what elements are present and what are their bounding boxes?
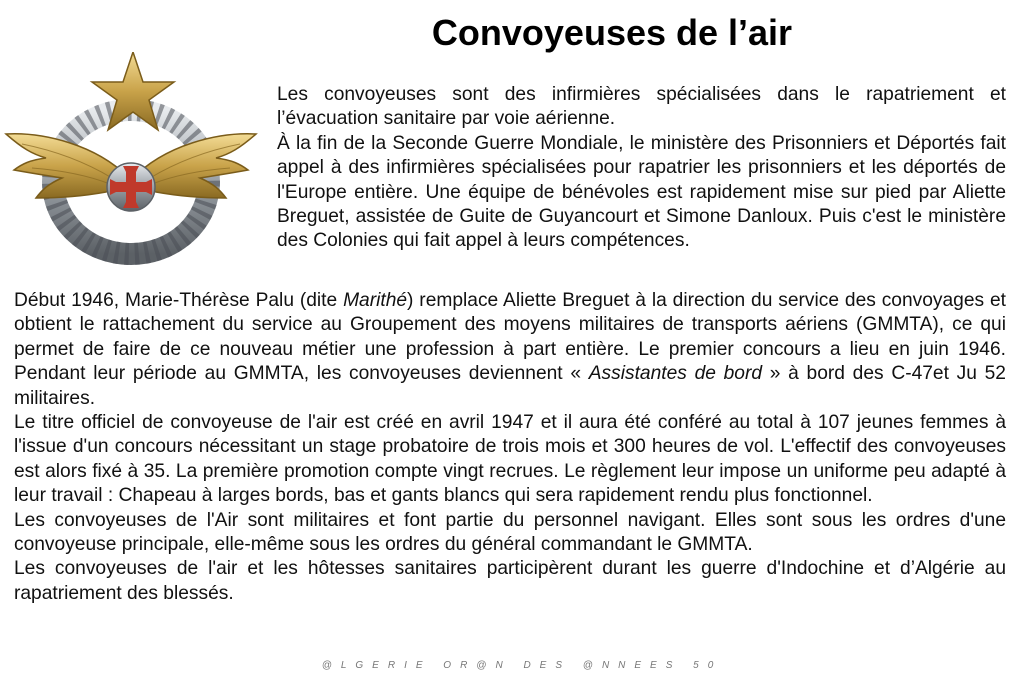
paragraph-definition: Les convoyeuses sont des infirmières spécialisées dans le rapatriement et l’évacuation sanitaire par voie aérienne. [277, 84, 1006, 130]
paragraph-1946-nickname: Marithé [343, 290, 408, 311]
paragraph-1946-c: ) remplace Aliette Breguet à la direction du service des convoyages et obtient le rattachement du service au Groupement des moyens militaires de transports aériens (GMMTA), ce qui permet de faire de ce nouveau métier une profession à part entière. Le premier concours a lieu en juin 1946. Pendant leur période au GMMTA, les convoyeuses deviennent « [14, 290, 1006, 385]
paragraph-1946-a: Début 1946, Marie-Thérèse Palu (dite [14, 290, 344, 311]
footer-watermark: @LGERIE OR@N DES @NNEES 50 [321, 660, 723, 671]
convoyeuse-wings-badge-icon [2, 52, 260, 277]
paragraph-military-status: Les convoyeuses de l'Air sont militaires et font partie du personnel navigant. Elles sont sous les ordres d'une convoyeuse principale, elle-même sous les ordres du général commandant le GMMTA. [14, 509, 1006, 556]
paragraph-1946 [14, 289, 1006, 411]
main-text [14, 289, 1006, 606]
paragraph-post-war: À la fin de la Seconde Guerre Mondiale, le ministère des Prisonniers et Déportés fait appel à des infirmières spécialisées pour rapatrier les prisonniers et les déportés de l'Europe entière. Une équipe de bénévoles est rapidement mise sur pied par Aliette Breguet, assistée de Guite de Guyancourt et Simone Danloux. Puis c'est le ministère des Colonies qui fait appel à leurs compétences. [277, 132, 1006, 252]
paragraph-1946-role: Assistantes de bord [588, 363, 763, 385]
paragraph-1946-e: » à bord des C-47et Ju 52 militaires. [14, 363, 1006, 409]
intro-text [277, 83, 1006, 254]
page-title: Convoyeuses de l’air [431, 12, 793, 53]
paragraph-wars: Les convoyeuses de l'air et les hôtesses sanitaires participèrent durant les guerre d'Indochine et d’Algérie au rapatriement des blessés. [14, 558, 1006, 604]
paragraph-official-title: Le titre officiel de convoyeuse de l'air est créé en avril 1947 et il aura été conféré au total à 107 jeunes femmes à l'issue d'un concours nécessitant un stage probatoire de trois mois et 300 heures de vol. L'effectif des convoyeuses est alors fixé à 35. La première promotion compte vingt recrues. Le règlement leur impose un uniforme peu adapté à leur travail : Chapeau à larges bords, bas et gants blancs qui sera rapidement rendu plus fonctionnel. [14, 412, 1006, 507]
